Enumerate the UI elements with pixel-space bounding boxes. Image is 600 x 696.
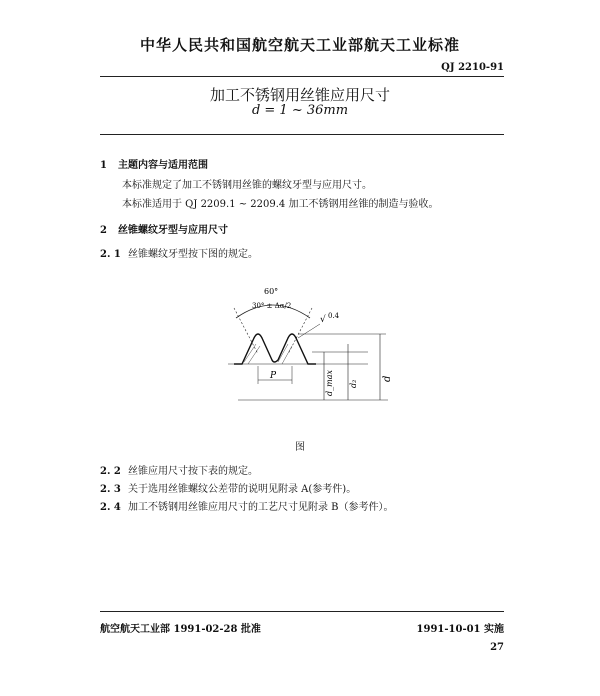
thread-hatching — [244, 344, 292, 364]
page-number: 27 — [490, 642, 504, 653]
half-angle-label: 30° ± Δα/2 — [252, 302, 292, 310]
section-number: 2 — [100, 225, 107, 236]
dmax-label: d_max — [325, 370, 334, 396]
approval-info: 航空航天工业部 1991-02-28 批准 — [100, 624, 261, 635]
clause-2-1 — [100, 245, 258, 260]
document-title: 加工不锈钢用丝锥应用尺寸 — [209, 86, 390, 104]
ministry-standard-header: 中华人民共和国航空航天工业部航天工业标准 — [139, 36, 460, 54]
clause-2-3 — [100, 480, 356, 495]
clause-text: 丝锥应用尺寸按下表的规定。 — [128, 466, 258, 477]
clause-number: 2. 2 — [100, 466, 121, 477]
section-title: 主题内容与适用范围 — [118, 160, 208, 171]
clause-text: 丝锥螺纹牙型按下图的规定。 — [128, 249, 258, 260]
clause-text: 加工不锈钢用丝锥应用尺寸的工艺尺寸见附录 B（参考件）。 — [128, 502, 394, 513]
clause-number: 2. 3 — [100, 484, 121, 495]
clause-2-4 — [100, 498, 394, 513]
section-1-paragraph-1: 本标准规定了加工不锈钢用丝锥的螺纹牙型与应用尺寸。 — [122, 180, 372, 191]
pitch-label: P — [270, 371, 277, 381]
surface-roughness-value: 0.4 — [328, 312, 340, 320]
thread-profile-figure — [228, 282, 398, 432]
standard-code: QJ 2210-91 — [441, 62, 504, 73]
clause-text: 关于选用丝锥螺纹公差带的说明见附录 A(参考件)。 — [128, 484, 357, 495]
figure-caption: 图 — [295, 442, 305, 453]
section-title: 丝锥螺纹牙型与应用尺寸 — [118, 225, 228, 236]
d2-label: d₂ — [349, 379, 358, 388]
title-rule — [100, 134, 504, 135]
section-number: 1 — [100, 160, 107, 171]
angle-label: 60° — [264, 287, 279, 296]
section-1-paragraph-2: 本标准适用于 QJ 2209.1 ~ 2209.4 加工不锈钢用丝锥的制造与验收。 — [122, 199, 439, 210]
d-label: d — [382, 375, 393, 382]
roughness-leader — [298, 324, 320, 338]
clause-2-2 — [100, 462, 258, 477]
section-2-heading — [100, 221, 228, 236]
thread-profile-line — [234, 334, 316, 364]
implementation-date: 1991-10-01 实施 — [416, 624, 504, 635]
footer-rule — [100, 611, 504, 612]
clause-number: 2. 4 — [100, 502, 121, 513]
header-rule — [100, 76, 504, 77]
clause-number: 2. 1 — [100, 249, 121, 260]
surface-roughness-icon: √ — [320, 315, 326, 325]
section-1-heading — [100, 156, 208, 171]
flank-extension-left — [234, 308, 258, 354]
document-subtitle-range: d = 1 ~ 36mm — [251, 103, 349, 118]
